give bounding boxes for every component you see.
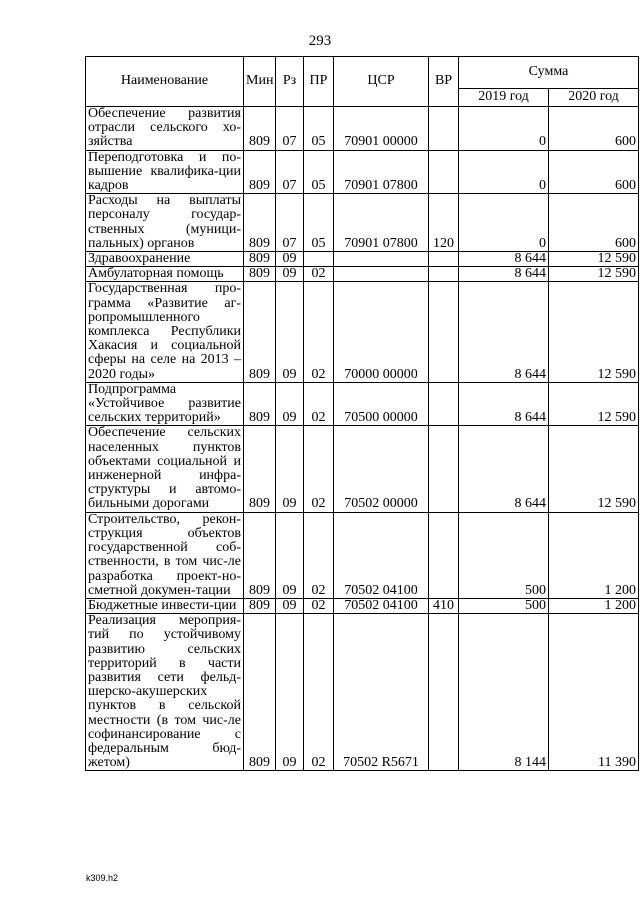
header-name: Наименование bbox=[86, 57, 244, 107]
row-csr: 70502 R5671 bbox=[334, 614, 429, 771]
header-2020: 2020 год bbox=[549, 89, 639, 107]
row-sum-2019: 0 bbox=[459, 150, 549, 194]
row-rz: 09 bbox=[276, 512, 304, 598]
table-row bbox=[86, 282, 639, 382]
row-sum-2020: 12 590 bbox=[549, 267, 639, 282]
row-rz: 07 bbox=[276, 107, 304, 151]
row-vr bbox=[429, 252, 459, 267]
row-sum-2020: 600 bbox=[549, 194, 639, 252]
row-rz: 09 bbox=[276, 282, 304, 382]
row-pr: 02 bbox=[304, 382, 334, 426]
row-rz: 09 bbox=[276, 598, 304, 613]
row-name: Расходы на выплаты персоналу государ-ственных (муници-пальных) органов bbox=[86, 194, 244, 252]
row-vr bbox=[429, 150, 459, 194]
row-csr: 70502 04100 bbox=[334, 598, 429, 613]
row-csr bbox=[334, 267, 429, 282]
row-min: 809 bbox=[244, 382, 276, 426]
row-vr bbox=[429, 107, 459, 151]
table-row bbox=[86, 598, 639, 613]
table-row bbox=[86, 614, 639, 771]
row-name: Строительство, рекон-струкция объектов государственной соб-ственности, в том чис-ле разработка проект-но-сметной докумен-тации bbox=[86, 512, 244, 598]
row-pr: 02 bbox=[304, 512, 334, 598]
table-row bbox=[86, 194, 639, 252]
row-name: Амбулаторная помощь bbox=[86, 267, 244, 282]
header-pr: ПР bbox=[304, 57, 334, 107]
row-rz: 09 bbox=[276, 382, 304, 426]
row-vr bbox=[429, 512, 459, 598]
row-name: Подпрограмма «Устойчивое развитие сельских территорий» bbox=[86, 382, 244, 426]
row-min: 809 bbox=[244, 282, 276, 382]
table-row bbox=[86, 107, 639, 151]
row-min: 809 bbox=[244, 512, 276, 598]
header-min: Мин bbox=[244, 57, 276, 107]
row-vr: 410 bbox=[429, 598, 459, 613]
row-csr bbox=[334, 252, 429, 267]
row-name: Здравоохранение bbox=[86, 252, 244, 267]
budget-table bbox=[85, 56, 639, 771]
row-csr: 70901 07800 bbox=[334, 194, 429, 252]
table-row bbox=[86, 426, 639, 512]
table-row bbox=[86, 267, 639, 282]
row-pr: 05 bbox=[304, 194, 334, 252]
row-vr: 120 bbox=[429, 194, 459, 252]
table-row bbox=[86, 512, 639, 598]
row-pr: 02 bbox=[304, 598, 334, 613]
row-csr: 70901 07800 bbox=[334, 150, 429, 194]
row-pr bbox=[304, 252, 334, 267]
row-sum-2019: 8 644 bbox=[459, 282, 549, 382]
table-row bbox=[86, 150, 639, 194]
header-2019: 2019 год bbox=[459, 89, 549, 107]
row-sum-2019: 8 644 bbox=[459, 426, 549, 512]
row-sum-2020: 1 200 bbox=[549, 512, 639, 598]
row-sum-2020: 600 bbox=[549, 150, 639, 194]
header-rz: Рз bbox=[276, 57, 304, 107]
row-rz: 07 bbox=[276, 150, 304, 194]
row-min: 809 bbox=[244, 598, 276, 613]
row-sum-2019: 500 bbox=[459, 598, 549, 613]
row-csr: 70502 00000 bbox=[334, 426, 429, 512]
row-name: Бюджетные инвести-ции bbox=[86, 598, 244, 613]
row-rz: 09 bbox=[276, 267, 304, 282]
table-body bbox=[86, 107, 639, 771]
row-min: 809 bbox=[244, 252, 276, 267]
row-pr: 05 bbox=[304, 107, 334, 151]
row-sum-2019: 8 644 bbox=[459, 382, 549, 426]
header-vr: ВР bbox=[429, 57, 459, 107]
row-sum-2020: 12 590 bbox=[549, 426, 639, 512]
row-min: 809 bbox=[244, 426, 276, 512]
row-csr: 70901 00000 bbox=[334, 107, 429, 151]
row-min: 809 bbox=[244, 614, 276, 771]
row-sum-2019: 500 bbox=[459, 512, 549, 598]
row-sum-2019: 8 644 bbox=[459, 252, 549, 267]
table-row bbox=[86, 252, 639, 267]
row-min: 809 bbox=[244, 194, 276, 252]
row-csr: 70502 04100 bbox=[334, 512, 429, 598]
row-sum-2020: 12 590 bbox=[549, 252, 639, 267]
row-vr bbox=[429, 267, 459, 282]
row-min: 809 bbox=[244, 150, 276, 194]
row-name: Государственная про-грамма «Развитие аг-ропромышленного комплекса Республики Хакасия и социальной сферы на селе на 2013 – 2020 годы» bbox=[86, 282, 244, 382]
row-sum-2019: 8 644 bbox=[459, 267, 549, 282]
row-pr: 02 bbox=[304, 426, 334, 512]
row-sum-2020: 12 590 bbox=[549, 382, 639, 426]
row-sum-2019: 8 144 bbox=[459, 614, 549, 771]
row-pr: 05 bbox=[304, 150, 334, 194]
row-min: 809 bbox=[244, 267, 276, 282]
row-pr: 02 bbox=[304, 282, 334, 382]
row-csr: 70000 00000 bbox=[334, 282, 429, 382]
row-sum-2020: 1 200 bbox=[549, 598, 639, 613]
table-row bbox=[86, 382, 639, 426]
row-rz: 09 bbox=[276, 426, 304, 512]
row-name: Переподготовка и по-вышение квалифика-ции кадров bbox=[86, 150, 244, 194]
row-pr: 02 bbox=[304, 267, 334, 282]
row-vr bbox=[429, 282, 459, 382]
row-name: Обеспечение сельских населенных пунктов объектами социальной и инженерной инфра-структуры и автомо-бильными дорогами bbox=[86, 426, 244, 512]
row-vr bbox=[429, 614, 459, 771]
row-vr bbox=[429, 382, 459, 426]
header-sum: Сумма bbox=[459, 57, 639, 89]
row-sum-2020: 600 bbox=[549, 107, 639, 151]
row-rz: 09 bbox=[276, 252, 304, 267]
row-sum-2019: 0 bbox=[459, 194, 549, 252]
row-sum-2020: 11 390 bbox=[549, 614, 639, 771]
page-number: 293 bbox=[308, 33, 332, 49]
row-min: 809 bbox=[244, 107, 276, 151]
footer-code: k309.h2 bbox=[86, 873, 119, 883]
row-name: Обеспечение развития отрасли сельского хо-зяйства bbox=[86, 107, 244, 151]
row-name: Реализация мероприя-тий по устойчивому развитию сельских территорий в части развития сети фельд-шерско-акушерских пунктов в сельской местности (в том чис-ле софинансирование с федеральным бюд-жетом) bbox=[86, 614, 244, 771]
row-pr: 02 bbox=[304, 614, 334, 771]
table-header bbox=[86, 57, 639, 107]
row-sum-2020: 12 590 bbox=[549, 282, 639, 382]
row-rz: 07 bbox=[276, 194, 304, 252]
header-csr: ЦСР bbox=[334, 57, 429, 107]
row-vr bbox=[429, 426, 459, 512]
row-csr: 70500 00000 bbox=[334, 382, 429, 426]
row-sum-2019: 0 bbox=[459, 107, 549, 151]
row-rz: 09 bbox=[276, 614, 304, 771]
